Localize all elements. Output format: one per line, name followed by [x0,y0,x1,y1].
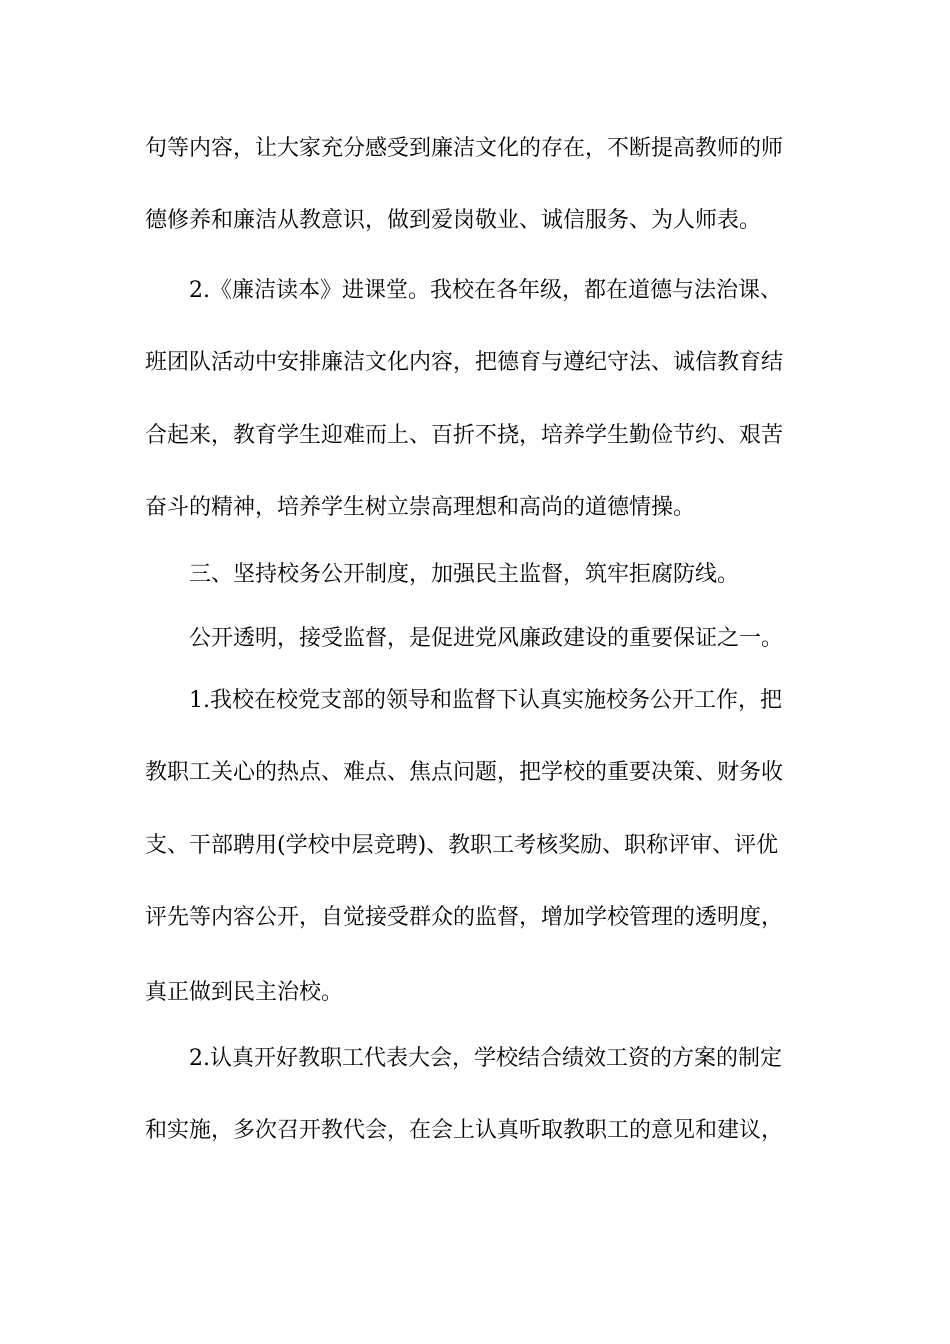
text-line: 2.认真开好教职工代表大会，学校结合绩效工资的方案的制定 [189,1046,782,1071]
text-line: 德修养和廉洁从教意识，做到爱岗敬业、诚信服务、为人师表。 [145,208,762,233]
text-line: 真正做到民主治校。 [145,980,344,1005]
text-line: 班团队活动中安排廉洁文化内容，把德育与遵纪守法、诚信教育结 [145,350,784,375]
text-line: 公开透明，接受监督，是促进党风廉政建设的重要保证之一。 [189,626,784,651]
text-line: 合起来，教育学生迎难而上、百折不挠，培养学生勤俭节约、艰苦 [145,423,784,448]
text-line: 1.我校在校党支部的领导和监督下认真实施校务公开工作，把 [189,688,782,713]
text-line: 支、干部聘用(学校中层竞聘)、教职工考核奖励、职称评审、评优 [145,833,779,858]
section-heading: 三、坚持校务公开制度，加强民主监督，筑牢拒腐防线。 [189,562,740,587]
text-line: 和实施，多次召开教代会，在会上认真听取教职工的意见和建议， [145,1118,784,1143]
text-line: 奋斗的精神，培养学生树立崇高理想和高尚的道德情操。 [145,495,696,520]
text-line: 2.《廉洁读本》进课堂。我校在各年级，都在道德与法治课、 [189,278,782,303]
text-line: 评先等内容公开，自觉接受群众的监督，增加学校管理的透明度， [145,905,784,930]
text-line: 句等内容，让大家充分感受到廉洁文化的存在，不断提高教师的师 [145,136,784,161]
text-line: 教职工关心的热点、难点、焦点问题，把学校的重要决策、财务收 [145,760,784,785]
